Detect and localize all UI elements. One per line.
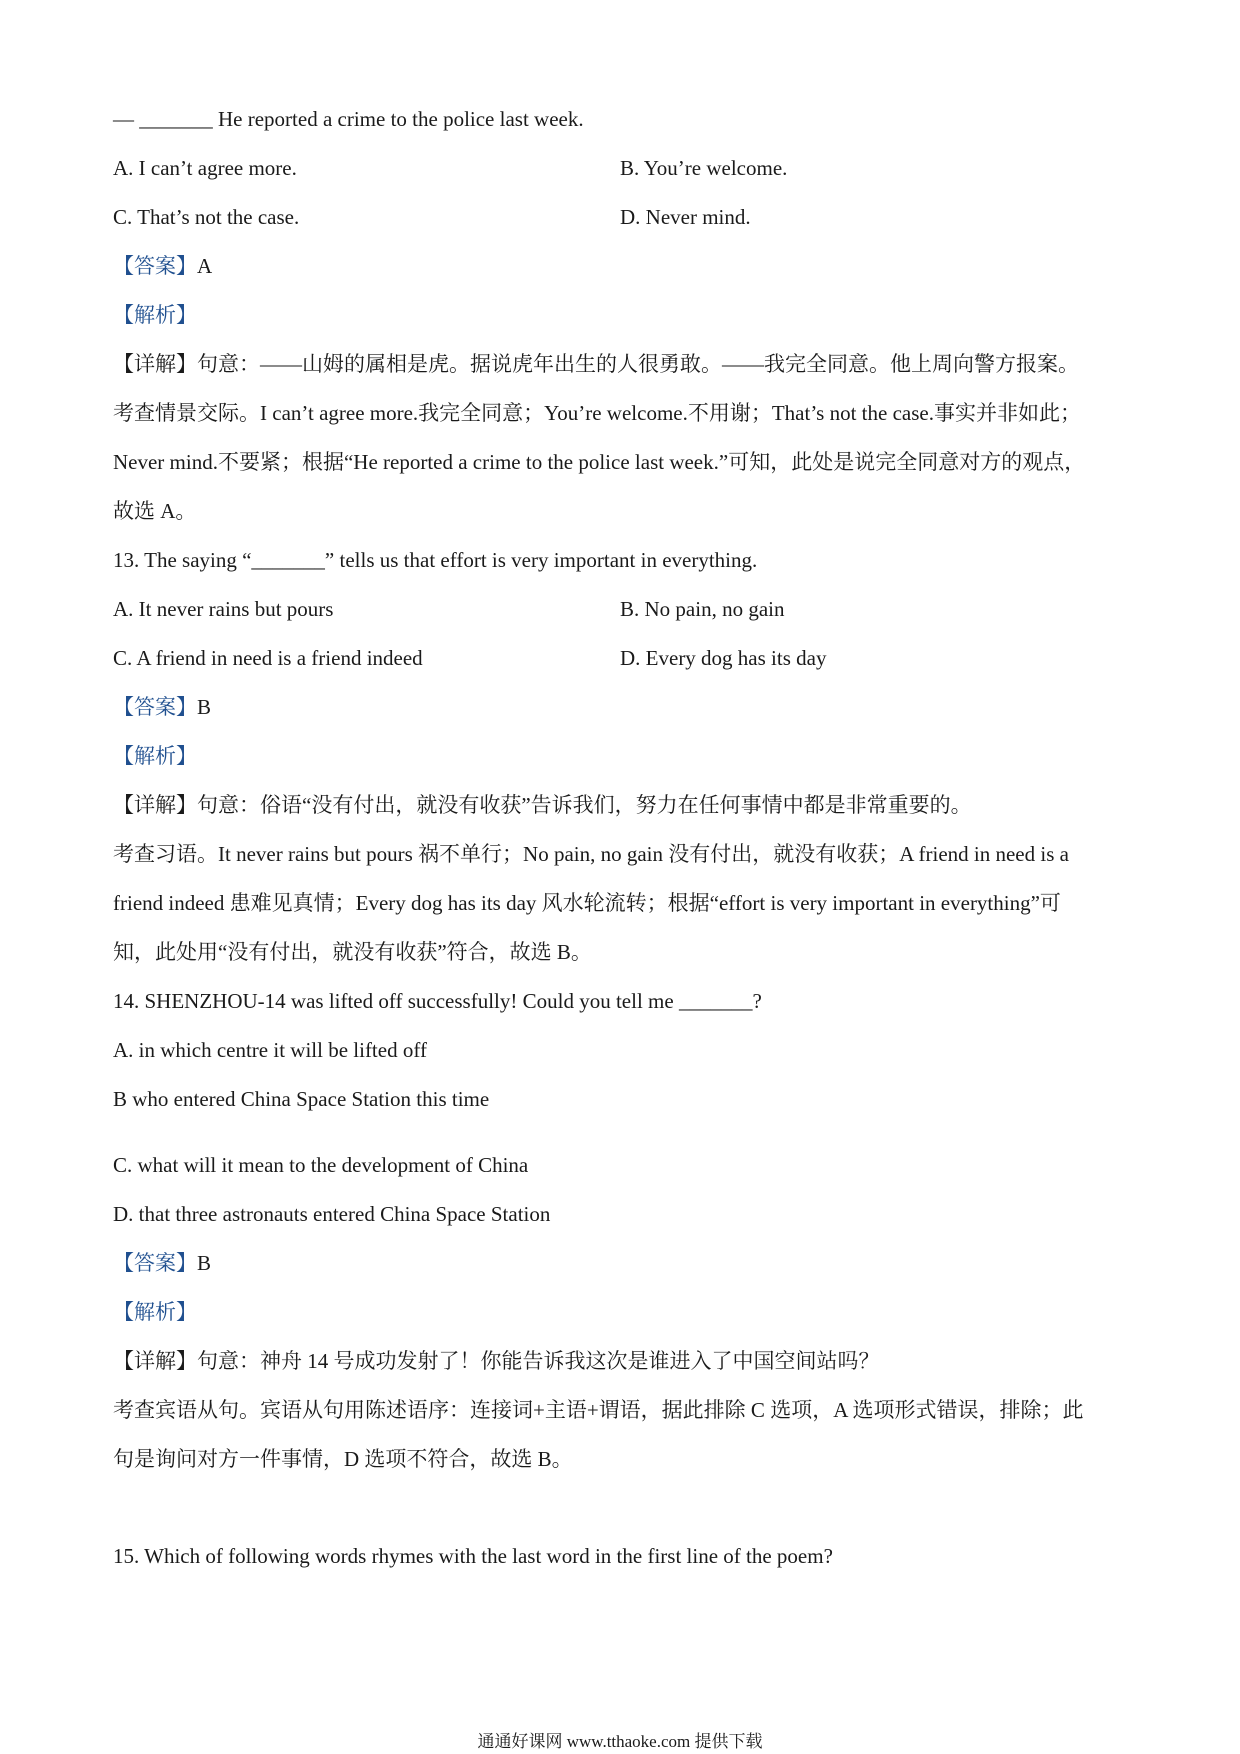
detail-tag: 【详解】 xyxy=(113,793,197,817)
q12-analysis-tag: 【解析】 xyxy=(113,303,197,327)
q12-option-d: D. Never mind. xyxy=(620,205,751,229)
q12-answer xyxy=(113,253,212,279)
q12-option-c: C. That’s not the case. xyxy=(113,205,300,229)
q14-detail-line-2: 考查宾语从句。宾语从句用陈述语序：连接词+主语+谓语，据此排除 C 选项，A 选项形式错误，排除；此 xyxy=(113,1398,1084,1422)
q14-answer xyxy=(113,1250,211,1276)
q12-detail-line-4: 故选 A。 xyxy=(113,499,197,523)
q14-stem: 14. SHENZHOU-14 was lifted off successfully! Could you tell me _______? xyxy=(113,989,762,1013)
q14-option-c: C. what will it mean to the development of China xyxy=(113,1153,529,1177)
q13-stem: 13. The saying “_______” tells us that effort is very important in everything. xyxy=(113,548,758,572)
q15-stem: 15. Which of following words rhymes with the last word in the first line of the poem? xyxy=(113,1544,833,1568)
answer-tag: 【答案】 xyxy=(113,254,197,278)
q14-detail-line-1 xyxy=(113,1348,880,1374)
q12-stem: — _______ He reported a crime to the police last week. xyxy=(113,107,584,131)
q13-detail-line-4: 知，此处用“没有付出，就没有收获”符合，故选 B。 xyxy=(113,940,592,964)
q13-option-b: B. No pain, no gain xyxy=(620,597,785,621)
answer-value: B xyxy=(197,1251,212,1275)
q12-detail-line-2: 考查情景交际。I can’t agree more.我完全同意；You’re welcome.不用谢；That’s not the case.事实并非如此； xyxy=(113,401,1081,425)
q13-detail-line-1 xyxy=(113,792,972,818)
q13-option-c: C. A friend in need is a friend indeed xyxy=(113,646,423,670)
detail-tag: 【详解】 xyxy=(113,1349,197,1373)
page-footer: 通通好课网 www.tthaoke.com 提供下载 xyxy=(477,1732,763,1751)
q12-option-b: B. You’re welcome. xyxy=(620,156,788,180)
answer-tag: 【答案】 xyxy=(113,1251,197,1275)
q14-option-d: D. that three astronauts entered China Space Station xyxy=(113,1202,551,1226)
q13-answer xyxy=(113,694,211,720)
detail-text: 句意：俗语“没有付出，就没有收获”告诉我们，努力在任何事情中都是非常重要的。 xyxy=(197,793,972,817)
q13-detail-line-2: 考查习语。It never rains but pours 祸不单行；No pain, no gain 没有付出，就没有收获；A friend in need is a xyxy=(113,842,1069,866)
answer-value: B xyxy=(197,695,212,719)
q13-option-d: D. Every dog has its day xyxy=(620,646,827,670)
q13-analysis-tag: 【解析】 xyxy=(113,744,197,768)
q12-detail-line-3: Never mind.不要紧；根据“He reported a crime to the police last week.”可知，此处是说完全同意对方的观点， xyxy=(113,450,1086,474)
q14-option-a: A. in which centre it will be lifted off xyxy=(113,1038,427,1062)
q13-detail-line-3: friend indeed 患难见真情；Every dog has its day 风水轮流转；根据“effort is very important in everything”可 xyxy=(113,891,1061,915)
detail-tag: 【详解】 xyxy=(113,352,197,376)
detail-text: 句意：神舟 14 号成功发射了！你能告诉我这次是谁进入了中国空间站吗？ xyxy=(197,1349,880,1373)
q14-analysis-tag: 【解析】 xyxy=(113,1300,197,1324)
q12-detail-line-1 xyxy=(113,351,1079,377)
answer-value: A xyxy=(197,254,213,278)
q13-option-a: A. It never rains but pours xyxy=(113,597,334,621)
answer-tag: 【答案】 xyxy=(113,695,197,719)
q14-detail-line-3: 句是询问对方一件事情，D 选项不符合，故选 B。 xyxy=(113,1447,573,1471)
q14-option-b: B who entered China Space Station this time xyxy=(113,1087,490,1111)
q12-option-a: A. I can’t agree more. xyxy=(113,156,297,180)
detail-text: 句意：——山姆的属相是虎。据说虎年出生的人很勇敢。——我完全同意。他上周向警方报案。 xyxy=(197,352,1079,376)
